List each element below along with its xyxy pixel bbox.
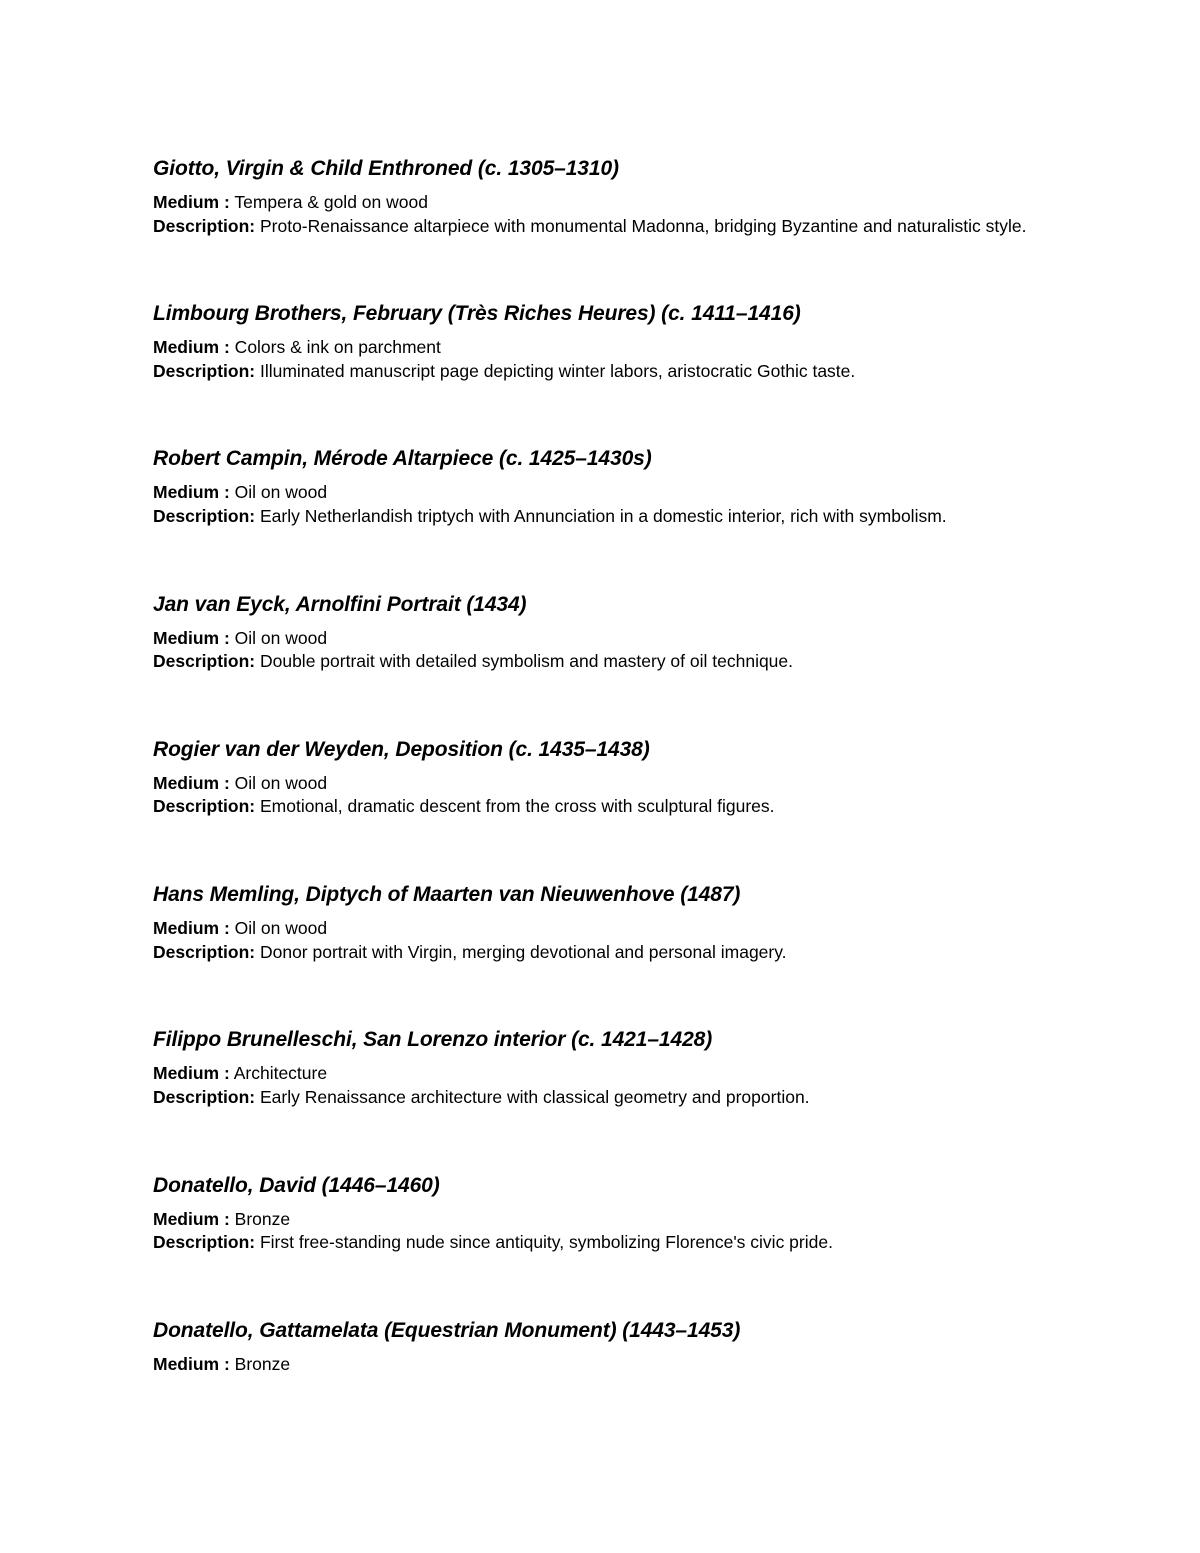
description-value: Early Renaissance architecture with classical geometry and proportion. [255,1086,810,1107]
medium-value: Bronze [229,1354,291,1375]
description-line [153,650,1053,674]
artwork-entry-limbourg [153,300,1053,445]
description-label: Description: [153,796,256,817]
description-label: Description: [153,941,256,962]
medium-label: Medium : [153,1063,230,1084]
medium-label: Medium : [153,192,230,212]
artwork-entry-donatello-gattamelata [153,1317,1053,1462]
description-label: Description: [153,651,256,672]
artwork-title: Giotto, Virgin & Child Enthroned (c. 1305–1310) [153,157,619,180]
medium-value: Tempera & gold on wood [229,192,428,212]
medium-value: Colors & ink on parchment [229,337,441,358]
medium-line [153,336,1053,360]
medium-value: Architecture [229,1063,328,1084]
artwork-title: Limbourg Brothers, February (Très Riches Heures) (c. 1411–1416) [153,302,801,326]
artwork-entry-memling [153,881,1053,1026]
medium-label: Medium : [153,1354,230,1375]
description-value: Donor portrait with Virgin, merging devotional and personal imagery. [255,941,787,962]
description-label: Description: [153,1086,256,1107]
description-line [153,215,1053,239]
description-value: Illuminated manuscript page depicting winter labors, aristocratic Gothic taste. [255,360,856,381]
artwork-entry-campin [153,445,1053,590]
description-value: Proto-Renaissance altarpiece with monumental Madonna, bridging Byzantine and naturalistic style. [255,215,1027,236]
artwork-title: Robert Campin, Mérode Altarpiece (c. 1425–1430s) [153,447,652,471]
medium-label: Medium : [153,772,230,793]
description-line [153,795,1053,819]
medium-line [153,1062,1053,1086]
description-line [153,1086,1053,1110]
artwork-title: Hans Memling, Diptych of Maarten van Nieuwenhove (1487) [153,883,741,907]
medium-line [153,917,1053,941]
medium-label: Medium : [153,918,230,939]
artwork-entry-giotto [153,155,1053,300]
medium-label: Medium : [153,1208,230,1229]
description-line [153,505,1053,529]
artwork-entry-brunelleschi [153,1026,1053,1171]
description-line [153,1231,1053,1255]
medium-line [153,772,1053,796]
medium-label: Medium : [153,482,230,503]
description-label: Description: [153,360,256,381]
medium-line [153,481,1053,505]
description-value: Early Netherlandish triptych with Annunciation in a domestic interior, rich with symbolism. [255,505,947,526]
artwork-title: Rogier van der Weyden, Deposition (c. 1435–1438) [153,737,650,761]
medium-line [153,627,1053,651]
artwork-title: Donatello, Gattamelata (Equestrian Monument) (1443–1453) [153,1319,741,1343]
artwork-entry-donatello-david [153,1172,1053,1317]
artwork-title: Donatello, David (1446–1460) [153,1173,440,1197]
medium-value: Oil on wood [229,482,328,503]
medium-label: Medium : [153,627,230,648]
medium-label: Medium : [153,337,230,358]
artwork-title: Filippo Brunelleschi, San Lorenzo interior (c. 1421–1428) [153,1028,713,1052]
medium-line [153,1353,1053,1377]
description-line [153,360,1053,384]
medium-value: Oil on wood [229,772,328,793]
description-line [153,941,1053,965]
medium-value: Bronze [229,1208,291,1229]
medium-value: Oil on wood [229,627,328,648]
description-label: Description: [153,1232,256,1253]
description-value: Emotional, dramatic descent from the cross with sculptural figures. [255,796,775,817]
description-label: Description: [153,215,256,236]
document-page [153,155,1053,1462]
artwork-entry-van-eyck [153,591,1053,736]
description-value: Double portrait with detailed symbolism and mastery of oil technique. [255,651,794,672]
medium-value: Oil on wood [229,918,328,939]
artwork-entry-van-der-weyden [153,736,1053,881]
description-label: Description: [153,505,256,526]
description-value: First free-standing nude since antiquity, symbolizing Florence's civic pride. [255,1232,833,1253]
artwork-title: Jan van Eyck, Arnolfini Portrait (1434) [153,592,527,616]
medium-line [153,191,1053,215]
medium-line [153,1208,1053,1232]
